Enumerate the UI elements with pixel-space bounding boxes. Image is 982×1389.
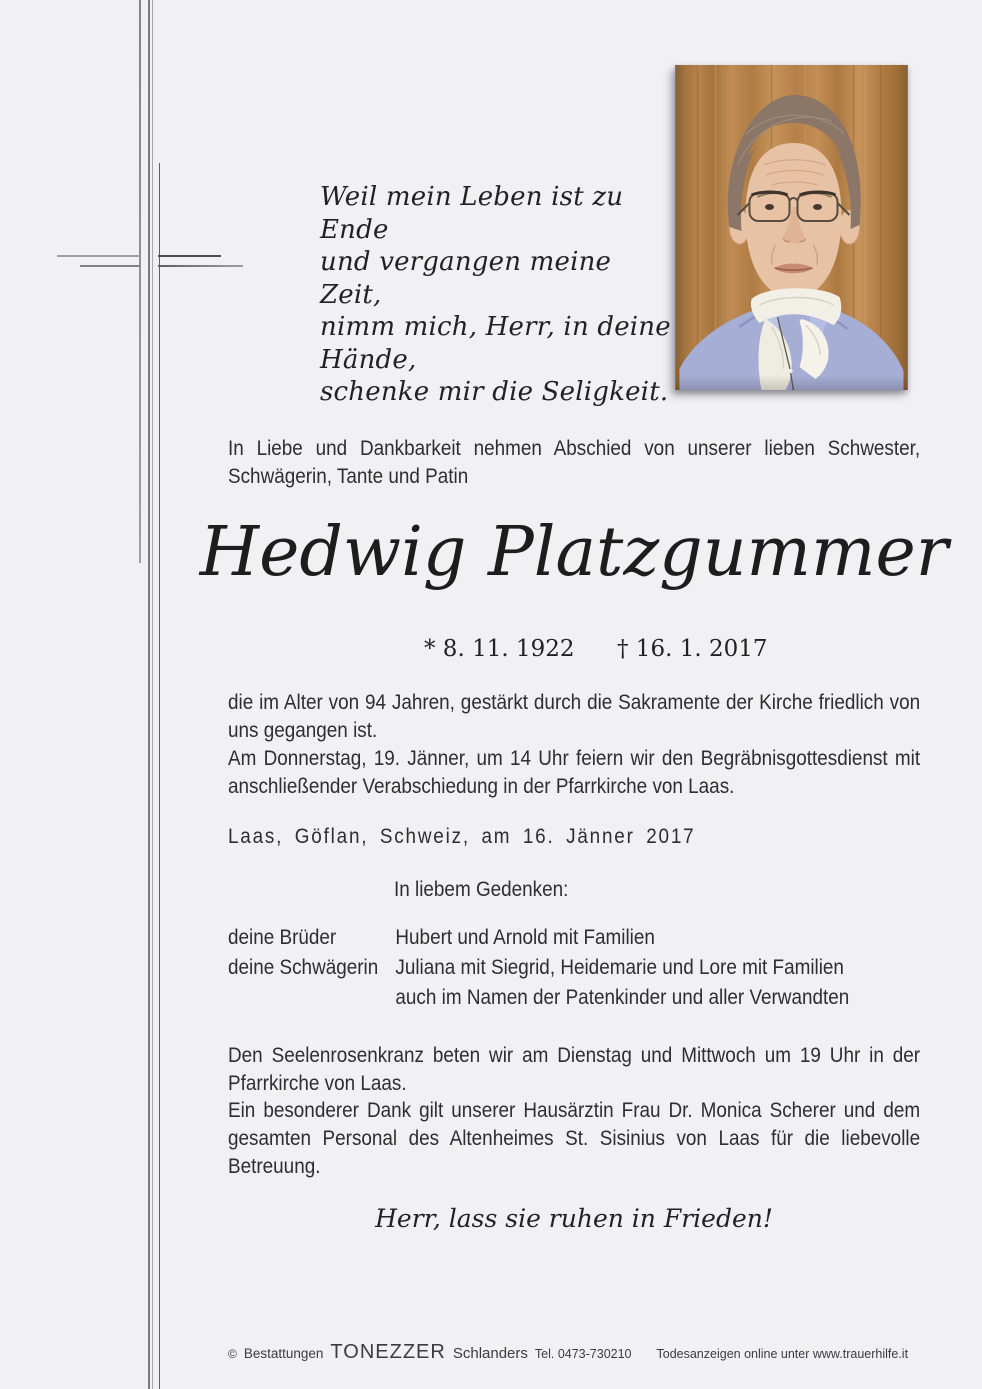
intro-text: In Liebe und Dankbarkeit nehmen Abschied von unserer lieben Schwester, Schwägerin, Tante und Patin	[228, 437, 921, 488]
footer	[228, 1341, 908, 1364]
cross-horizontal-line	[158, 265, 243, 267]
funeral-home-phone: Tel. 0473-730210	[534, 1347, 632, 1361]
cross-vertical-line	[159, 163, 161, 1389]
cross-horizontal-line	[80, 265, 140, 267]
mourner-names: auch im Namen der Patenkinder und aller Verwandten	[395, 986, 850, 1009]
poem-line: und vergangen meine Zeit,	[320, 247, 612, 310]
mourner-names: Hubert und Arnold mit Familien	[395, 926, 655, 949]
mourner-names: Juliana mit Siegrid, Heidemarie und Lore mit Familien	[395, 956, 844, 979]
cross-horizontal-line	[158, 255, 221, 257]
birth-date: * 8. 11. 1922	[424, 636, 575, 662]
mourner-relation: deine Brüder	[228, 926, 337, 949]
mourners-list	[228, 923, 920, 1013]
poem-line: nimm mich, Herr, in deine Hände,	[320, 312, 671, 375]
funeral-home-brand: TONEZZER	[330, 1341, 446, 1363]
poem-line: schenke mir die Seligkeit.	[320, 377, 669, 407]
copyright-icon: ©	[228, 1347, 237, 1361]
passing-paragraph: die im Alter von 94 Jahren, gestärkt durch die Sakramente der Kirche friedlich von uns gegangen ist.	[228, 691, 921, 742]
cross-vertical-line	[139, 0, 141, 563]
place-dateline: Laas, Göflan, Schweiz, am 16. Jänner 2017	[228, 825, 696, 848]
footer-category: Bestattungen	[243, 1346, 324, 1361]
funeral-home-city: Schlanders	[452, 1345, 528, 1362]
memoriam-heading: In liebem Gedenken:	[394, 878, 569, 901]
death-date: † 16. 1. 2017	[617, 636, 768, 662]
life-dates	[228, 636, 920, 666]
portrait-photo	[675, 65, 908, 390]
memorial-poem	[320, 181, 680, 409]
portrait-illustration	[675, 65, 908, 390]
mourner-relation: deine Schwägerin	[228, 956, 379, 979]
mourner-relation	[228, 983, 395, 1013]
cross-vertical-line	[152, 0, 154, 1389]
cross-horizontal-line	[57, 255, 140, 257]
poem-line: Weil mein Leben ist zu Ende	[320, 182, 624, 245]
footer-online-note: Todesanzeigen online unter www.trauerhilfe.it	[656, 1347, 909, 1361]
funeral-paragraph: Am Donnerstag, 19. Jänner, um 14 Uhr feiern wir den Begräbnisgottesdienst mit anschließender Verabschiedung in der Pfarrkirche von Laas.	[228, 747, 921, 798]
thanks-paragraph: Ein besonderer Dank gilt unserer Hausärztin Frau Dr. Monica Scherer und dem gesamten Personal des Altenheimes St. Sisinius von Laas für die liebevolle Betreuung.	[228, 1099, 921, 1178]
closing-prayer: Herr, lass sie ruhen in Frieden!	[375, 1204, 773, 1233]
rosary-paragraph: Den Seelenrosenkranz beten wir am Dienstag und Mittwoch um 19 Uhr in der Pfarrkirche von Laas.	[228, 1044, 921, 1095]
deceased-name: Hedwig Platzgummer	[199, 512, 949, 592]
cross-vertical-line	[148, 0, 150, 1389]
